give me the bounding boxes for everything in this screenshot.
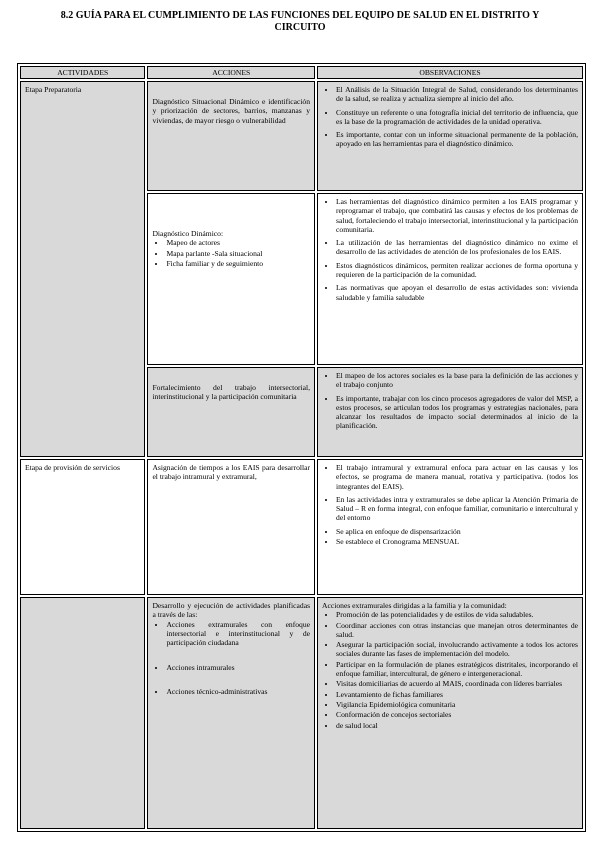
observation-cell (317, 81, 583, 191)
observation-intro: Acciones extramurales dirigidas a la familia y la comunidad: (322, 601, 507, 610)
list-item: • Es importante, contar con un informe situacional permanente de la población, apoyado en las herramientas para el diagnóstico dinámico. (336, 130, 578, 149)
observation-cell (317, 459, 583, 595)
activity-cell-empty (20, 597, 145, 829)
observation-cell (317, 367, 583, 457)
list-item: • Asegurar la participación social, involucrando activamente a todos los actores sociales durante las fases de implementación del modelo. (336, 640, 578, 659)
observation-list (322, 197, 578, 302)
list-item: • Es importante, trabajar con los cinco procesos agregadores de valor del MSP, a estos procesos, se articulan todos los programas y estrategias nacionales, para alcanzar los resultados de impacto social determinados al inicio de la planificación. (336, 394, 578, 431)
title-line-2: CIRCUITO (274, 22, 326, 33)
action-cell (147, 193, 315, 365)
action-list (152, 238, 310, 268)
table-header-row (20, 66, 583, 79)
observation-cell (317, 193, 583, 365)
observation-list (322, 610, 578, 730)
guide-table (17, 63, 586, 832)
list-item: • Se establece el Cronograma MENSUAL (336, 537, 578, 546)
action-intro: Diagnóstico Dinámico: (152, 229, 224, 238)
table-row (20, 459, 583, 595)
list-item: • En las actividades intra y extramurales se debe aplicar la Atención Primaria de Salud – R en forma integral, con enfoque familiar, comunitario e intercultural y del entorno (336, 495, 578, 523)
list-item: • Mapeo de actores (166, 238, 310, 247)
list-item: • El trabajo intramural y extramural enfoca para actuar en las causas y los efectos, se programa de manera manual, rotativa y participativa. (todos los integrantes del EAIS). (336, 463, 578, 491)
action-text: Diagnóstico Situacional Dinámico e identificación y priorización de sectores, barrios, manzanas y viviendas, de mayor riesgo o vulnerabilidad (152, 97, 311, 125)
list-item: • Conformación de concejos sectoriales (336, 710, 578, 719)
list-item: • Acciones técnico-administrativas (166, 687, 310, 696)
list-item: • Se aplica en enfoque de dispensarización (336, 527, 578, 536)
list-item: • Promoción de las potencialidades y de estilos de vida saludables. (336, 610, 578, 619)
action-cell (147, 81, 315, 191)
document-title (26, 10, 574, 34)
header-actividades: ACTIVIDADES (20, 66, 145, 79)
list-item: • Coordinar acciones con otras instancias que manejan otros determinantes de salud. (336, 621, 578, 640)
list-item: • El Análisis de la Situación Integral de Salud, considerando los determinantes de la salud, se realiza y actualiza siempre al inicio del año. (336, 85, 578, 104)
list-item: • Estos diagnósticos dinámicos, permiten realizar acciones de forma oportuna y requieren de la participación de la comunidad. (336, 261, 578, 280)
observation-list (322, 463, 578, 546)
list-item: • Acciones extramurales con enfoque intersectorial e interinstitucional y de participación ciudadana (166, 620, 310, 648)
list-item: • de salud local (336, 721, 578, 730)
list-item: • Las herramientas del diagnóstico dinámico permiten a los EAIS programar y reprogramar el trabajo, que combatirá las causas y efectos de los problemas de salud, fortaleciendo el trabajo intersectorial, interinstitucional y la participación comunitaria. (336, 197, 578, 234)
list-item: • Vigilancia Epidemiológica comunitaria (336, 700, 578, 709)
action-cell (147, 367, 315, 457)
list-item: • Participar en la formulación de planes estratégicos distritales, incorporando el enfoque familiar, intercultural, de género e intergeneracional. (336, 660, 578, 679)
list-item: • El mapeo de los actores sociales es la base para la definición de las acciones y el trabajo conjunto (336, 371, 578, 390)
list-item: • Mapa parlante -Sala situacional (166, 249, 310, 258)
observation-list (322, 85, 578, 149)
action-list (152, 620, 310, 696)
list-item: • Visitas domiciliarias de acuerdo al MAIS, coordinada con líderes barriales (336, 679, 578, 688)
action-cell (147, 597, 315, 829)
list-item: • La utilización de las herramientas del diagnóstico dinámico no exime el desarrollo de las actividades de atención de los profesionales de los EAIS. (336, 238, 578, 257)
list-item: • Constituye un referente o una fotografía inicial del territorio de influencia, que es la base de la programación de actividades de la unidad operativa. (336, 108, 578, 127)
list-item: • Levantamiento de fichas familiares (336, 690, 578, 699)
title-line-1: 8.2 GUÍA PARA EL CUMPLIMIENTO DE LAS FUNCIONES DEL EQUIPO DE SALUD EN EL DISTRITO Y (60, 10, 540, 21)
list-item: • Las normativas que apoyan el desarrollo de estas actividades son: vivienda saludable y familia saludable (336, 283, 578, 302)
action-text: Fortalecimiento del trabajo intersectorial, interinstitucional y la participación comunitaria (152, 383, 311, 402)
activity-cell-provision (20, 459, 145, 595)
list-item: • Ficha familiar y de seguimiento (166, 259, 310, 268)
action-cell (147, 459, 315, 595)
header-acciones: ACCIONES (147, 66, 315, 79)
table-row (20, 597, 583, 829)
table-row (20, 81, 583, 191)
observation-list (322, 371, 578, 431)
list-item: • Acciones intramurales (166, 663, 310, 672)
action-intro: Desarrollo y ejecución de actividades planificadas a través de las: (152, 601, 311, 620)
activity-cell-preparatoria (20, 81, 145, 457)
header-observaciones: OBSERVACIONES (317, 66, 583, 79)
activity-label: Etapa Preparatoria (25, 85, 82, 94)
observation-cell (317, 597, 583, 829)
activity-label: Etapa de provisión de servicios (25, 463, 120, 472)
action-text: Asignación de tiempos a los EAIS para desarrollar el trabajo intramural y extramural, (152, 463, 311, 482)
